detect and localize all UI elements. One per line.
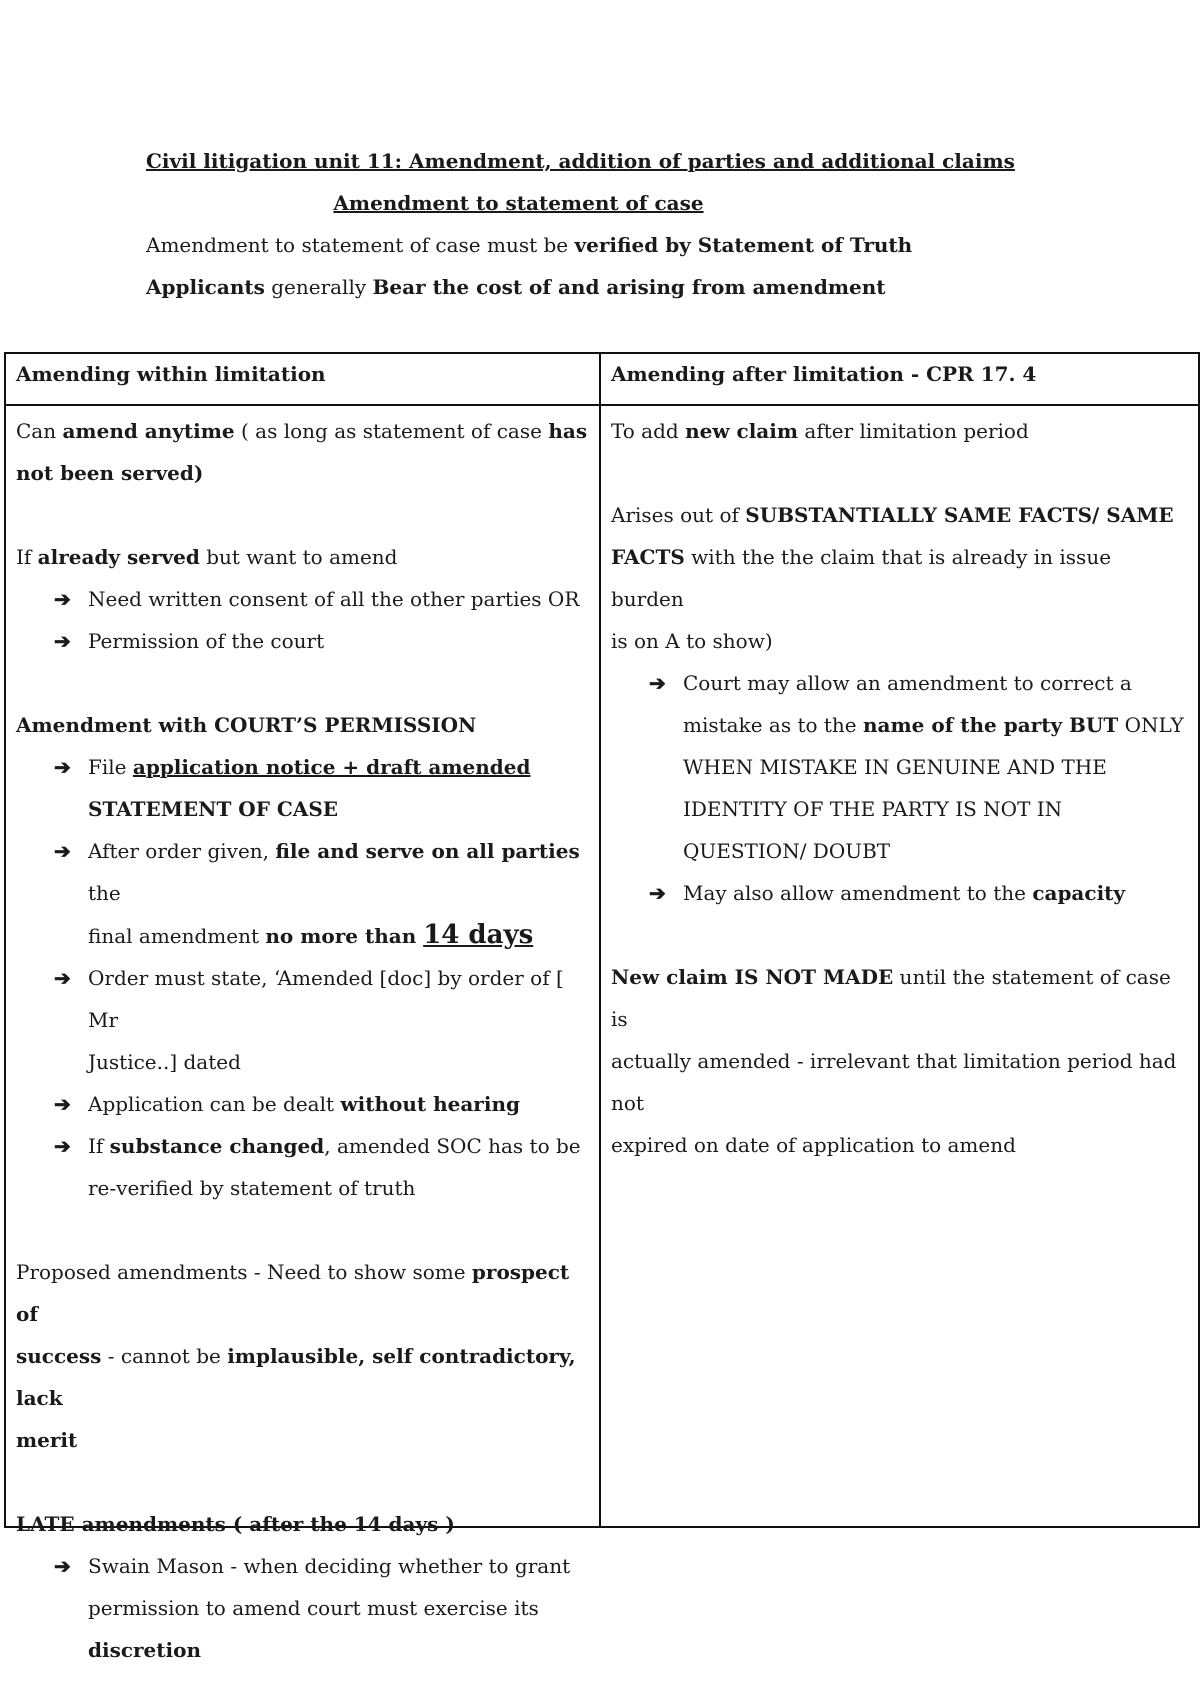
right-para-1: To add new claim after limitation period <box>611 419 1029 443</box>
arrow-right-icon: ➔ <box>54 755 71 779</box>
table-header-row <box>5 353 1199 405</box>
left-para-1-cont: not been served) <box>16 461 204 485</box>
spacer <box>611 914 1190 956</box>
list-item: ➔ Swain Mason - when deciding whether to grant permission to amend court must exercise its discretion <box>16 1545 591 1671</box>
arrow-right-icon: ➔ <box>54 1134 71 1158</box>
arrow-right-icon: ➔ <box>54 839 71 863</box>
intro-line-2 <box>146 266 1046 308</box>
intro-line-1-bold: verified by Statement of Truth <box>574 233 913 257</box>
list-item: ➔ File application notice + draft amended STATEMENT OF CASE <box>16 746 591 830</box>
left-para-3-cont: success - cannot be implausible, self contradictory, lack <box>16 1344 576 1410</box>
list-item: ➔ Court may allow an amendment to correct a mistake as to the name of the party BUT ONLY WHEN MISTAKE IN GENUINE AND THE IDENTITY OF THE PARTY IS NOT IN QUESTION/ DOUBT <box>611 662 1190 872</box>
left-para-2: If already served but want to amend <box>16 545 398 569</box>
right-para-3-cont: actually amended - irrelevant that limitation period had not <box>611 1049 1177 1115</box>
right-para-2: Arises out of SUBSTANTIALLY SAME FACTS/ SAME <box>611 503 1174 527</box>
spacer <box>16 494 591 536</box>
right-para-2-cont: FACTS with the the claim that is already in issue burden <box>611 545 1112 611</box>
right-para-2-cont-2: is on A to show) <box>611 629 773 653</box>
intro-line-2-bold-a: Applicants <box>146 275 265 299</box>
left-column-cell <box>5 405 600 1662</box>
amendment-table <box>4 352 1200 1662</box>
list-item: ➔ Application can be dealt without hearing <box>16 1083 591 1125</box>
document-header <box>146 140 1046 308</box>
list-item: ➔ Need written consent of all the other parties OR <box>16 578 591 620</box>
list-item: ➔ May also allow amendment to the capacity <box>611 872 1190 914</box>
arrow-right-icon: ➔ <box>54 629 71 653</box>
right-column-cell <box>600 405 1199 1527</box>
intro-line-1-text: Amendment to statement of case must be <box>146 233 575 257</box>
arrow-right-icon: ➔ <box>54 1554 71 1578</box>
arrow-right-icon: ➔ <box>649 881 666 905</box>
left-heading-court-permission: Amendment with COURT’S PERMISSION <box>16 713 477 737</box>
spacer <box>611 452 1190 494</box>
intro-line-2-text: generally <box>264 275 373 299</box>
list-item: ➔ After order given, file and serve on all parties the final amendment no more than 14 days <box>16 830 591 957</box>
spacer <box>16 1209 591 1251</box>
left-heading-late-amendments: LATE amendments ( after the 14 days ) <box>16 1512 455 1536</box>
right-header-text: Amending after limitation - CPR 17. 4 <box>611 362 1037 386</box>
right-para-3-cont-2: expired on date of application to amend <box>611 1133 1016 1157</box>
intro-line-2-bold-b: Bear the cost of and arising from amendment <box>372 275 886 299</box>
section-subtitle: Amendment to statement of case <box>333 191 704 215</box>
document-title: Civil litigation unit 11: Amendment, addition of parties and additional claims <box>146 149 1015 173</box>
right-para-3: New claim IS NOT MADE until the statement of case is <box>611 965 1171 1031</box>
spacer <box>16 662 591 704</box>
list-item: ➔ If substance changed, amended SOC has to be re-verified by statement of truth <box>16 1125 591 1209</box>
arrow-right-icon: ➔ <box>54 1092 71 1116</box>
arrow-right-icon: ➔ <box>54 966 71 990</box>
spacer <box>16 1461 591 1503</box>
left-column-header <box>5 353 600 405</box>
left-para-3: Proposed amendments - Need to show some prospect of <box>16 1260 570 1326</box>
table-body-row <box>5 405 1199 1527</box>
intro-line-1 <box>146 224 1046 266</box>
left-para-3-cont-2: merit <box>16 1428 78 1452</box>
arrow-right-icon: ➔ <box>649 671 666 695</box>
left-para-1: Can amend anytime ( as long as statement of case has <box>16 419 588 443</box>
list-item: ➔ Order must state, ‘Amended [doc] by order of [ Mr Justice..] dated <box>16 957 591 1083</box>
left-header-text: Amending within limitation <box>16 362 326 386</box>
arrow-right-icon: ➔ <box>54 587 71 611</box>
list-item: ➔ Permission of the court <box>16 620 591 662</box>
right-column-header <box>600 353 1199 405</box>
